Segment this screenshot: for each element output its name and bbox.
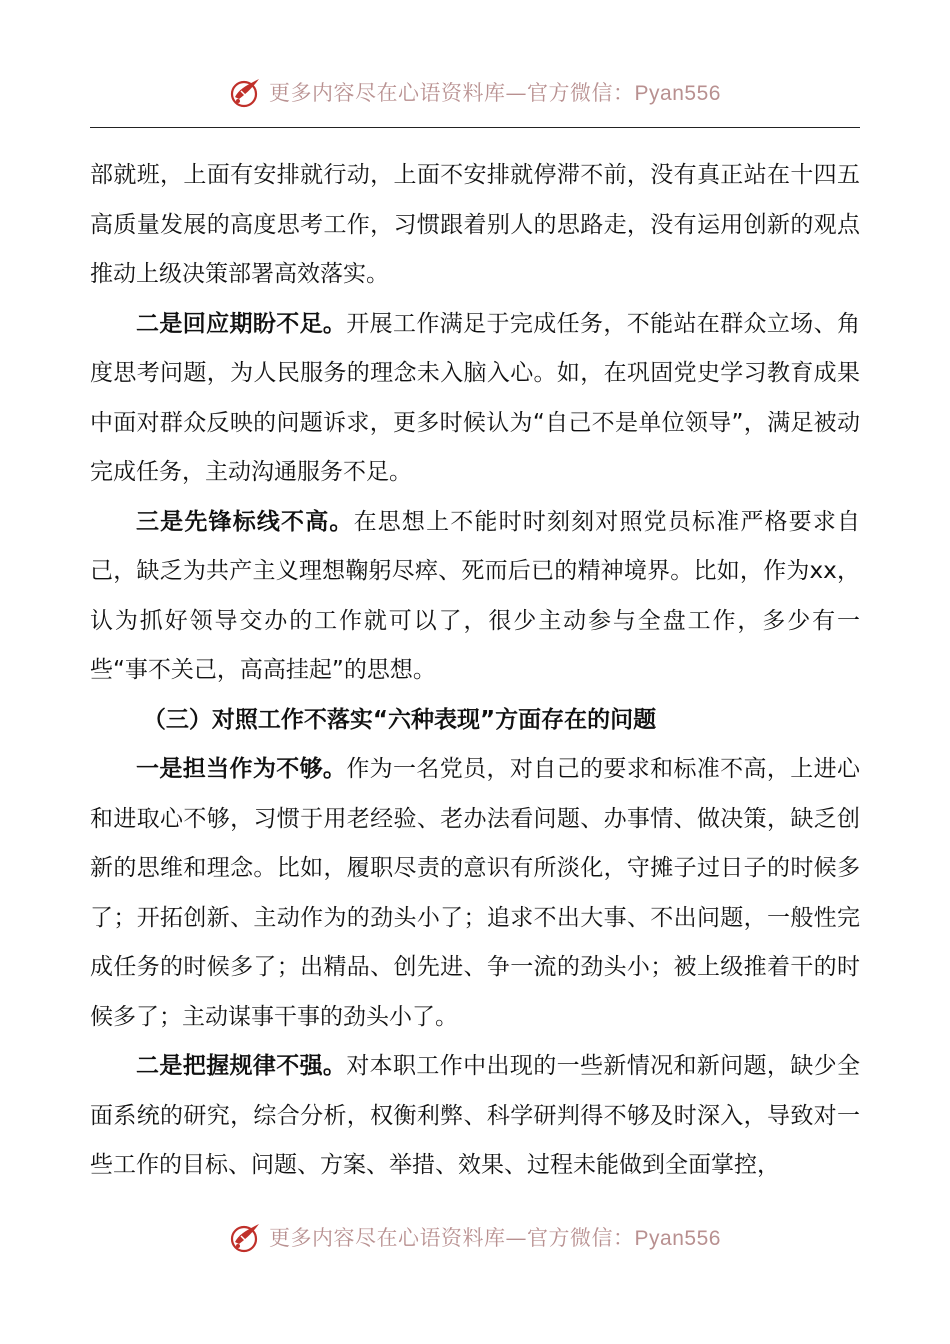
document-body: [90, 151, 860, 1191]
paragraph-vanguard-standard: 三是先锋标线不高。在思想上不能时时刻刻对照党员标准严格要求自己，缺乏为共产主义理想鞠躬尽瘁、死而后已的精神境界。比如，作为xx，认为抓好领导交办的工作就可以了，很少主动参与全盘工作，多少有一些“事不关己，高高挂起”的思想。: [90, 508, 861, 683]
paragraph-responsibility: 一是担当作为不够。作为一名党员，对自己的要求和标准不高，上进心和进取心不够，习惯于用老经验、老办法看问题、办事情、做决策，缺乏创新的思维和理念。比如，履职尽责的意识有所淡化，守摊子过日子的时候多了；开拓创新、主动作为的劲头小了；追求不出大事、不出问题，一般性完成任务的时候多了；出精品、创先进、争一流的劲头小；被上级推着干的时候多了；主动谋事干事的劲头小了。: [90, 756, 861, 1030]
paragraph-lead: 一是担当作为不够。: [136, 756, 347, 782]
footer-wechat-id: Pyan556: [634, 1227, 721, 1250]
pen-nib-logo-icon: [229, 75, 263, 109]
header-rule: [90, 127, 860, 128]
paragraph-response-expectations: 二是回应期盼不足。开展工作满足于完成任务，不能站在群众立场、角度思考问题，为人民服务的理念未入脑入心。如，在巩固党史学习教育成果中面对群众反映的问题诉求，更多时候认为“自己不是单位领导”，满足被动完成任务，主动沟通服务不足。: [90, 310, 861, 485]
header-banner: [0, 72, 950, 112]
paragraph-continuation: 部就班，上面有安排就行动，上面不安排就停滞不前，没有真正站在十四五高质量发展的高度思考工作，习惯跟着别人的思路走，没有运用创新的观点推动上级决策部署高效落实。: [90, 162, 860, 287]
paragraph-lead: 二是回应期盼不足。: [136, 310, 347, 337]
paragraph-lead: 三是先锋标线不高。: [136, 508, 354, 535]
header-wechat-id: Pyan556: [634, 82, 721, 105]
footer-banner-text: 更多内容尽在心语资料库—官方微信：Pyan556: [269, 1226, 721, 1250]
section-heading: （三）对照工作不落实“六种表现”方面存在的问题: [142, 706, 657, 733]
paragraph-lead: 二是把握规律不强。: [136, 1053, 347, 1079]
header-banner-text: 更多内容尽在心语资料库—官方微信：Pyan556: [269, 81, 721, 105]
pen-nib-logo-icon: [229, 1220, 263, 1254]
footer-banner: [0, 1217, 950, 1257]
paragraph-grasp-rules: 二是把握规律不强。对本职工作中出现的一些新情况和新问题，缺少全面系统的研究，综合分析，权衡利弊、科学研判得不够及时深入，导致对一些工作的目标、问题、方案、举措、效果、过程未能做到全面掌控，: [90, 1053, 861, 1178]
